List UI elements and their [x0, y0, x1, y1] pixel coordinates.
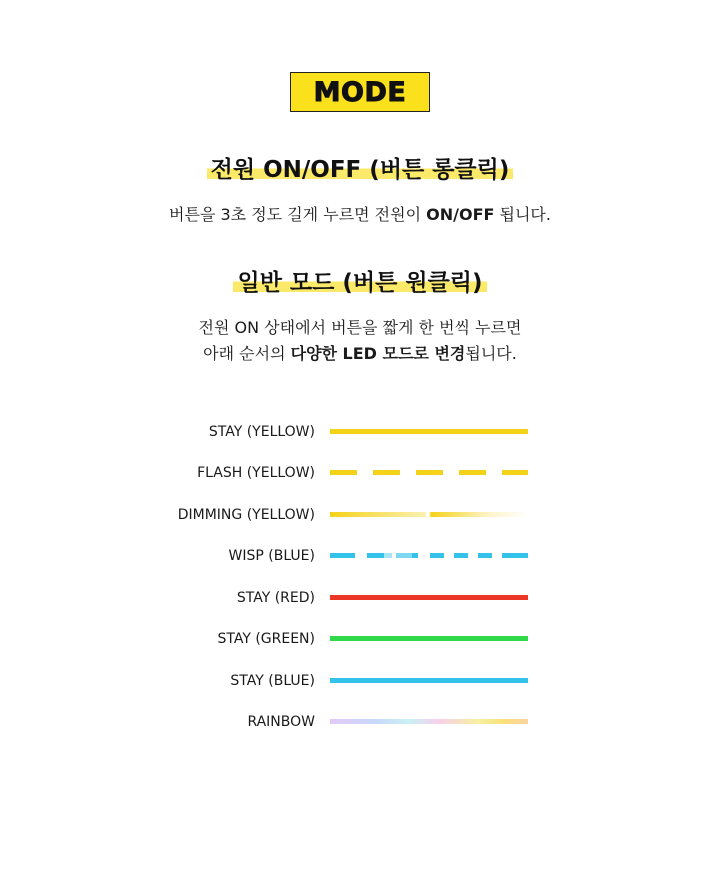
power-heading: [0, 155, 720, 185]
normal-heading: [0, 268, 720, 298]
normal-desc-line2-text: 아래 순서의: [203, 344, 291, 363]
mode-led-line: [330, 678, 528, 683]
mode-led-line: [330, 719, 528, 724]
mode-led-line: [330, 636, 528, 641]
normal-desc-line1-text: 전원 ON 상태에서 버튼을 짧게 한 번씩 누르면: [198, 318, 522, 337]
mode-row: [0, 463, 720, 483]
mode-row: [0, 505, 720, 525]
mode-led-line: [330, 429, 528, 434]
mode-label: STAY (GREEN): [217, 631, 315, 647]
power-description: [0, 202, 720, 228]
mode-row: [0, 422, 720, 442]
normal-heading-text: 일반 모드 (버튼 원클릭): [233, 270, 486, 296]
mode-led-line: [330, 553, 528, 558]
mode-badge-label: MODE: [313, 76, 407, 108]
mode-led-line: [330, 470, 528, 475]
mode-label: FLASH (YELLOW): [197, 465, 315, 481]
power-desc-bold: ON/OFF: [426, 205, 495, 224]
mode-row: [0, 546, 720, 566]
mode-label: STAY (BLUE): [230, 673, 315, 689]
normal-description-line1: [0, 315, 720, 341]
mode-led-line: [330, 595, 528, 600]
mode-row: [0, 712, 720, 732]
power-heading-text: 전원 ON/OFF (버튼 롱클릭): [207, 157, 514, 183]
mode-label: RAINBOW: [247, 714, 315, 730]
mode-label: STAY (RED): [236, 590, 315, 606]
power-desc-text: 버튼을 3초 정도 길게 누르면 전원이: [169, 205, 427, 224]
mode-label: DIMMING (YELLOW): [177, 507, 315, 523]
mode-led-line: [330, 512, 528, 517]
normal-description-line2: [0, 341, 720, 367]
normal-desc-line2-bold: 다양한 LED 모드로 변경: [290, 344, 466, 363]
mode-label: STAY (YELLOW): [208, 424, 315, 440]
mode-row: [0, 588, 720, 608]
power-desc-end: 됩니다.: [494, 205, 551, 224]
mode-badge: [290, 72, 430, 112]
mode-label: WISP (BLUE): [228, 548, 315, 564]
mode-row: [0, 629, 720, 649]
normal-desc-line2-end: 됩니다.: [465, 344, 517, 363]
mode-row: [0, 671, 720, 691]
